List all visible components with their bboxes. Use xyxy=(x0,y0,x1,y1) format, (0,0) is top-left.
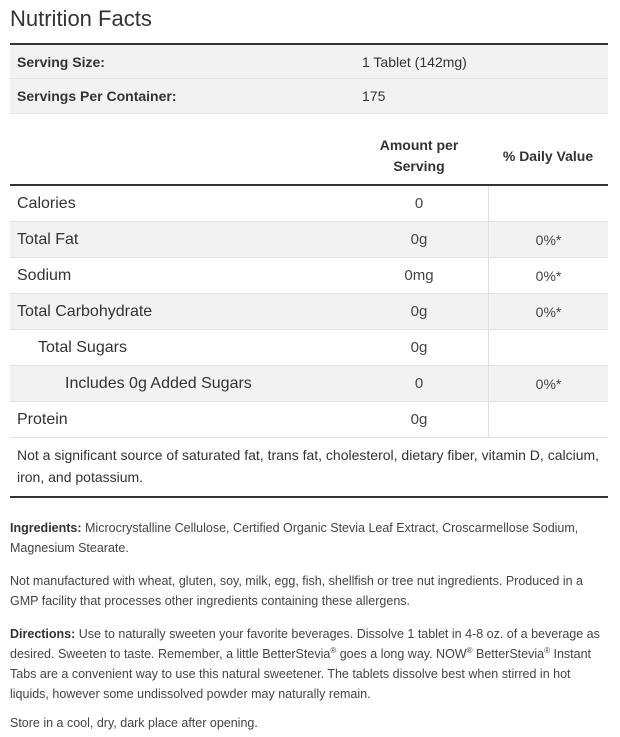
nutrient-footnote: Not a significant source of saturated fat, trans fat, cholesterol, dietary fiber, vitamin D, calcium, iron, and potassium. xyxy=(10,438,608,498)
registered-mark: ® xyxy=(330,645,337,655)
nutrient-column-header xyxy=(10,128,350,184)
nutrient-daily-value: 0%* xyxy=(488,258,608,293)
storage-paragraph: Store in a cool, dry, dark place after opening. xyxy=(10,716,258,730)
servings-per-container-label: Servings Per Container: xyxy=(17,88,177,104)
amount-per-serving-header xyxy=(350,128,488,184)
serving-info-table xyxy=(10,43,608,114)
nutrient-row-sodium xyxy=(10,258,608,294)
serving-size-value: 1 Tablet (142mg) xyxy=(362,53,467,70)
nutrient-daily-value: 0%* xyxy=(488,366,608,401)
nutrient-daily-value xyxy=(488,330,608,365)
directions-label: Directions: xyxy=(10,627,76,641)
nutrient-row-calories xyxy=(10,186,608,222)
daily-value-header: % Daily Value xyxy=(502,148,594,164)
amount-header-line1: Amount per xyxy=(379,137,459,153)
nutrient-name: Total Sugars xyxy=(38,338,127,356)
serving-size-label: Serving Size: xyxy=(17,53,105,70)
nutrient-row-added-sugars xyxy=(10,366,608,402)
nutrient-table-header xyxy=(10,128,608,186)
allergen-paragraph: Not manufactured with wheat, gluten, soy, milk, egg, fish, shellfish or tree nut ingredients. Produced in a GMP facility that processes other ingredients containing these allergens. xyxy=(10,574,583,608)
servings-per-container-value: 175 xyxy=(362,88,386,104)
nutrient-amount: 0 xyxy=(414,195,424,212)
directions-text-4: Instant Tabs are a convenient way to use this natural sweetener. The tablets dissolve best when stirred in hot liquids, however some undissolved powder may naturally remain. xyxy=(10,647,591,701)
directions-text-1: Use to naturally sweeten your favorite beverages. Dissolve 1 tablet in 4-8 oz. of a beverage as desired. Sweeten to taste. Remember, a little BetterStevia xyxy=(10,627,600,661)
registered-mark: ® xyxy=(544,645,550,655)
servings-per-container-row xyxy=(10,79,608,113)
nutrient-name: Total Carbohydrate xyxy=(17,302,153,320)
nutrient-row-protein xyxy=(10,402,608,438)
ingredients-paragraph xyxy=(10,518,610,558)
serving-size-row xyxy=(10,45,608,79)
nutrient-daily-value xyxy=(488,402,608,437)
nutrient-amount: 0g xyxy=(410,411,428,428)
nutrient-amount: 0mg xyxy=(404,267,434,284)
ingredients-text: Microcrystalline Cellulose, Certified Organic Stevia Leaf Extract, Croscarmellose Sodium, Magnesium Stearate. xyxy=(10,521,579,555)
nutrient-amount: 0g xyxy=(410,231,428,248)
ingredients-label: Ingredients: xyxy=(10,521,82,535)
nutrient-row-total-fat xyxy=(10,222,608,258)
nutrient-daily-value: 0%* xyxy=(488,294,608,329)
directions-paragraph xyxy=(10,624,610,704)
nutrient-row-total-carbohydrate xyxy=(10,294,608,330)
nutrient-name: Includes 0g Added Sugars xyxy=(65,374,252,392)
nutrient-daily-value: 0%* xyxy=(488,222,608,257)
nutrient-name: Protein xyxy=(17,410,68,428)
nutrient-daily-value xyxy=(488,186,608,221)
nutrient-table xyxy=(10,128,608,498)
directions-text-3: BetterStevia xyxy=(472,647,545,661)
nutrient-amount: 0 xyxy=(414,375,424,392)
amount-header-line2: Serving xyxy=(393,158,445,174)
nutrient-name: Total Fat xyxy=(17,230,79,248)
nutrient-amount: 0g xyxy=(410,339,428,356)
nutrient-name: Calories xyxy=(17,194,76,212)
nutrient-row-total-sugars xyxy=(10,330,608,366)
nutrition-facts-title: Nutrition Facts xyxy=(10,6,152,31)
directions-text-2: goes a long way. NOW xyxy=(336,647,467,661)
nutrient-amount: 0g xyxy=(410,303,428,320)
registered-mark: ® xyxy=(466,645,473,655)
nutrient-name: Sodium xyxy=(17,266,72,284)
